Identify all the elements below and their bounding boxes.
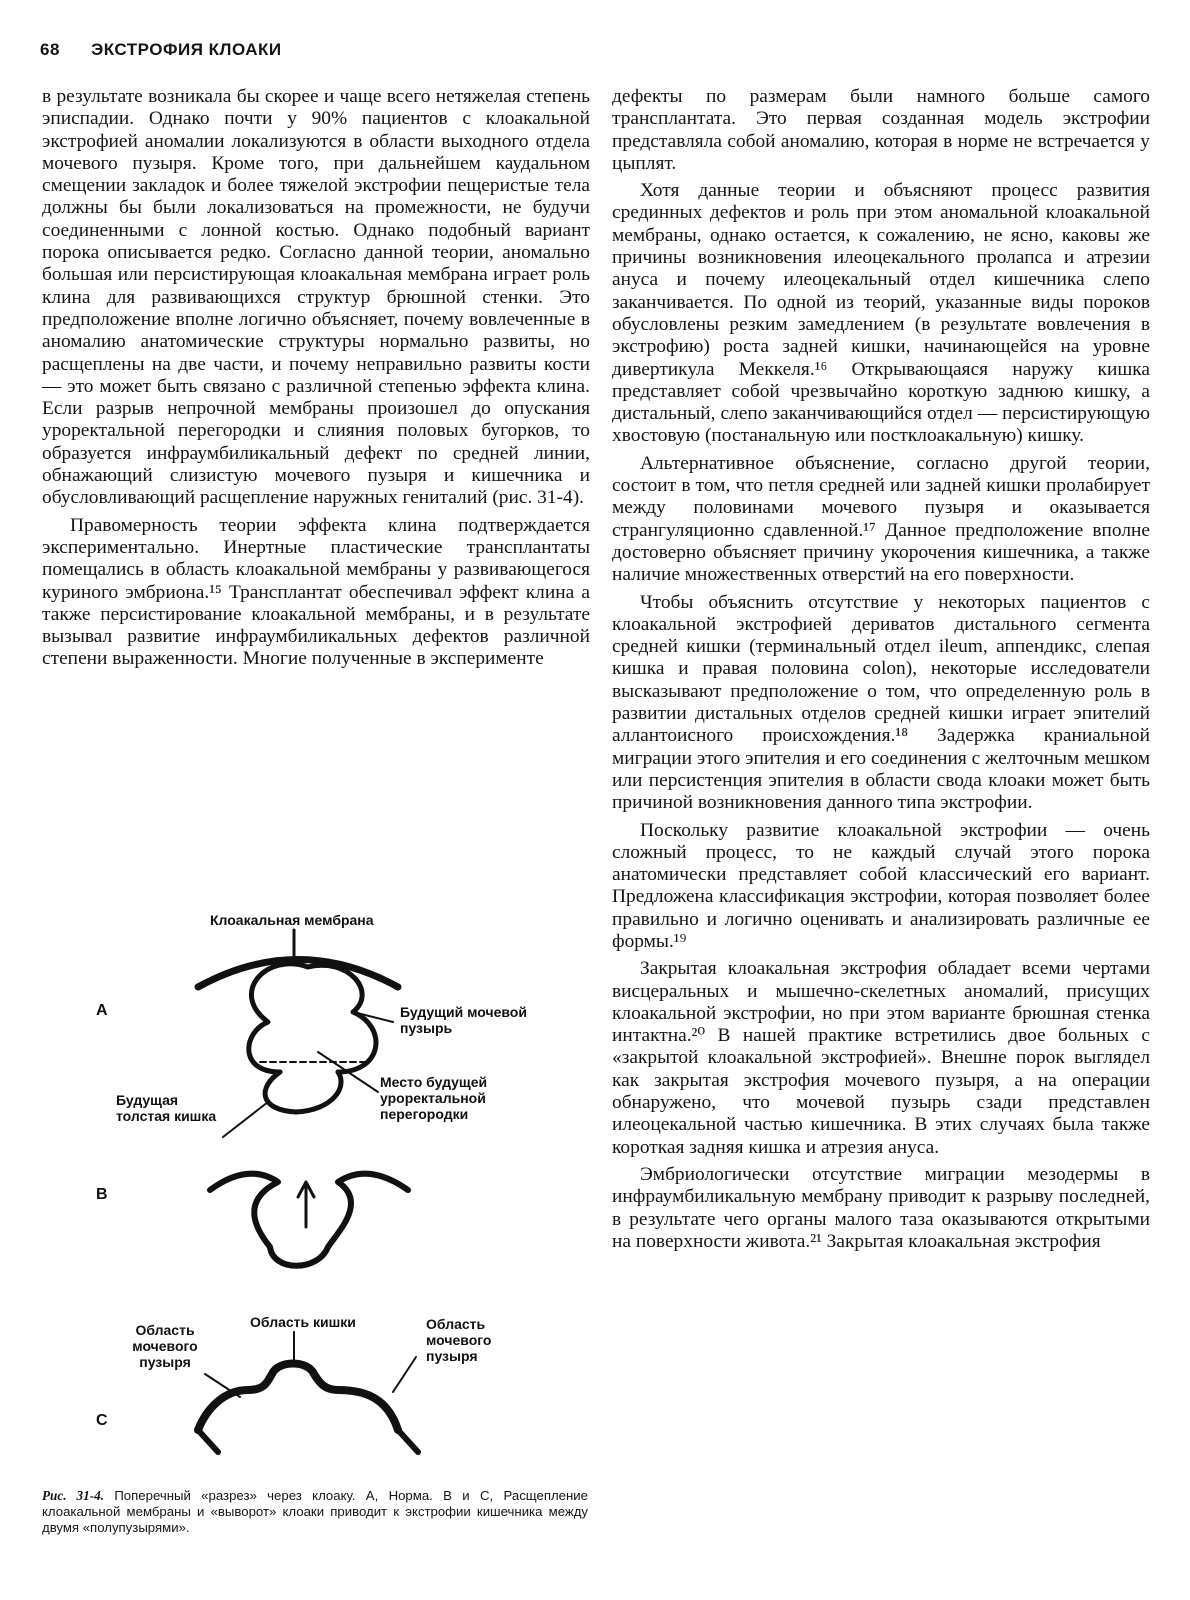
paragraph: Хотя данные теории и объясняют процесс развития срединных дефектов и роль при этом аномальной клоакальной мембраны, однако остается, к сожалению, не ясно, каковы же причины возникновения илеоцекального пролапса и атрезии ануса и почему илеоцекальный отдел кишечника слепо заканчивается. По одной из теорий, указанные виды пороков обусловлены резким замедлением (в результате вовлечения в экстрофию) роста задней кишки, начинающейся на уровне дивертикула Меккеля.¹⁶ Открывающаяся наружу кишка представляет собой чрезвычайно короткую заднюю кишку, а дистальный, слепо заканчивающийся отдел — персистирующую хвостовую (постанальную или постклоакальную) кишку.: [612, 180, 1150, 447]
future-bladder-outline: [249, 964, 376, 1072]
right-bladder-pointer-line: [393, 1357, 416, 1392]
paragraph: дефекты по размерам были намного больше самого трансплантата. Это первая созданная модель экстрофии представляла собой аномалию, которая в норме не встречается у цыплят.: [612, 86, 1150, 174]
label-left-bladder-area: Область мочевого пузыря: [132, 1322, 198, 1370]
paragraph: Чтобы объяснить отсутствие у некоторых пациентов с клоакальной экстрофией дериватов дистального сегмента средней кишки (терминальный отдел ileum, аппендикс, слепая кишка и правая половина colon), некоторые исследователи высказывают предположение о том, что определенную роль в развитии дистальных отделов средней кишки играет эпителий аллантоисного происхождения.¹⁸ Задержка краниальной миграции этого эпителия и его соединения с желточным мешком или персистенция эпителия в области свода клоаки может быть причиной возникновения данного типа экстрофии.: [612, 591, 1150, 814]
left-wall-end: [198, 1430, 218, 1452]
paragraph: Поскольку развитие клоакальной экстрофии — очень сложный процесс, то не каждый случай этого порока анатомически представляет собой классический его вариант. Предложена классификация экстрофии, которая позволяет более правильно и логично оценивать и анализировать различные ее формы.¹⁹: [612, 819, 1150, 952]
caption-label: Рис. 31-4.: [42, 1488, 104, 1503]
panel-letter-a: А: [96, 1002, 108, 1019]
paragraph: Эмбриологически отсутствие миграции мезодермы в инфраумбиликальную мембрану приводит к разрыву последней, в результате чего органы малого таза оказываются открытыми на поверхности живота.²¹ Закрытая клоакальная экстрофия: [612, 1163, 1150, 1252]
colon-pointer-line: [223, 1102, 268, 1137]
label-septum-site: Место будущей уроректальной перегородки: [380, 1074, 488, 1122]
figure-31-4: [48, 912, 588, 1480]
chapter-title: ЭКСТРОФИЯ КЛОАКИ: [91, 40, 282, 59]
everted-intestine-outline: [198, 1364, 398, 1431]
paragraph: Альтернативное объяснение, согласно другой теории, состоит в том, что петля средней или задней кишки пролабирует между половинами мочевого пузыря и оказывается странгуляционно сдавленной.¹⁷ Данное предположение вполне достоверно объясняет причину укорочения кишечника, а также наличие множественных отверстий на его поверхности.: [612, 452, 1150, 586]
right-column: [612, 86, 1150, 1258]
caption-text: Поперечный «разрез» через клоаку. А, Норма. В и С, Расщепление клоакальной мембраны и «выворот» клоаки приводит к экстрофии кишечника между двумя «полупузырями».: [42, 1488, 588, 1535]
cloaca-cross-section-diagram: [48, 912, 588, 1480]
left-column: [42, 86, 590, 676]
paragraph: Закрытая клоакальная экстрофия обладает всеми чертами висцеральных и мышечно-скелетных аномалий, присущих клоакальной экстрофии, но при этом варианте брюшная стенка интактна.²⁰ В нашей практике встретились двое больных с «закрытой клоакальной экстрофией». Внешне порок выглядел как закрытая экстрофия мочевого пузыря, а на операции обнаружено, что мочевой пузырь сзади представлен илеоцекальной частью кишечника. В этих случаях была также короткая задняя кишка и атрезия ануса.: [612, 958, 1150, 1158]
label-future-colon: Будущая толстая кишка: [116, 1092, 217, 1124]
paragraph: Правомерность теории эффекта клина подтверждается экспериментально. Инертные пластические трансплантаты помещались в область клоакальной мембраны у развивающегося куриного эмбриона.¹⁵ Трансплантат обеспечивал эффект клина а также персистирование клоакальной мембраны, и в результате вызывал развитие инфраумбиликальных дефектов различной степени выраженности. Многие полученные в эксперименте: [42, 514, 590, 670]
label-future-bladder: Будущий мочевой пузырь: [400, 1004, 527, 1036]
label-cloacal-membrane: Клоакальная мембрана: [210, 912, 374, 928]
label-right-bladder-area: Область мочевого пузыря: [426, 1316, 492, 1364]
label-intestine-area: Область кишки: [250, 1314, 356, 1330]
figure-caption: [42, 1488, 588, 1536]
panel-letter-b: В: [96, 1186, 108, 1203]
paragraph: в результате возникала бы скорее и чаще всего нетяжелая степень эписпадии. Однако почти у 90% пациентов с клоакальной экстрофией аномалии локализуются в области выходного отдела мочевого пузыря. Кроме того, при дальнейшем каудальном смещении закладок и более тяжелой экстрофии пещеристые тела должны бы были локализоваться на промежности, не будучи соединенными с лонной костью. Однако подобный вариант порока описывается редко. Согласно данной теории, аномально большая или персистирующая клоакальная мембрана играет роль клина для развивающихся структур брюшной стенки. Это предположение вполне логично объясняет, почему вовлеченные в аномалию анатомические структуры нормально развиты, но расщеплены на две части, и почему неправильно развиты кости — это может быть связано с различной степенью эффекта клина. Если разрыв непрочной мембраны произошел до опускания уроректальной перегородки и слияния половых бугорков, то образуется инфраумбиликальный дефект по средней линии, обнажающий слизистую мочевого пузыря и кишечника и обусловливающий расщепление наружных гениталий (рис. 31-4).: [42, 86, 590, 509]
page-number: 68: [40, 40, 60, 59]
right-wall-end: [398, 1430, 418, 1452]
running-head: [40, 40, 282, 70]
panel-letter-c: С: [96, 1412, 108, 1429]
future-colon-outline: [265, 1072, 341, 1112]
